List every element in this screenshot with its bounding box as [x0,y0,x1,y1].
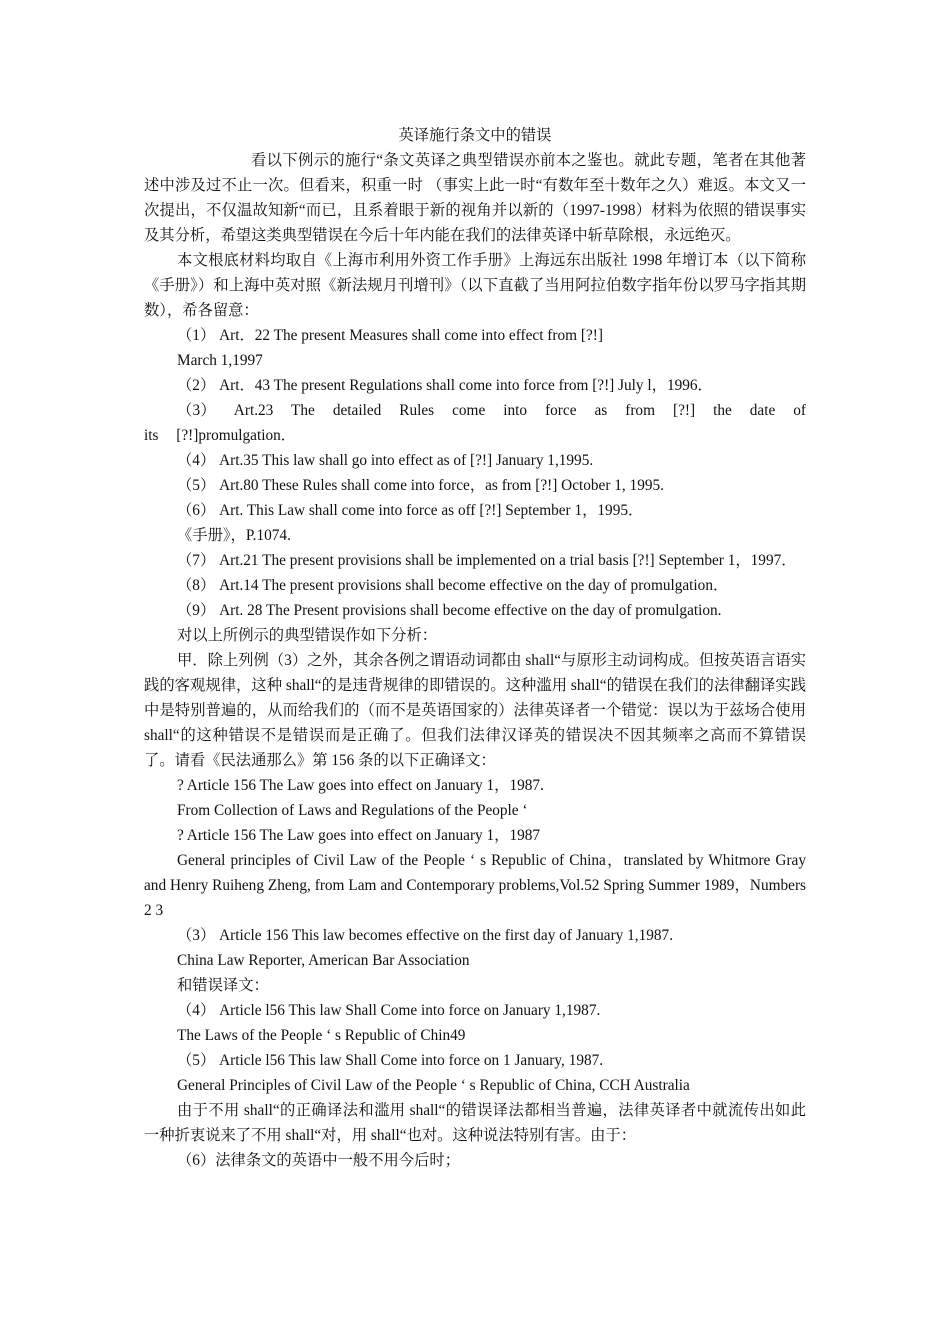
wrong-translations-heading: 和错误译文： [177,977,269,994]
example-7: （7） Art.21 The present provisions shall be implemented on a trial basis [?!] September 1，1997． [177,552,797,569]
paragraph-intro: 看以下例示的施行“条文英译之典型错误亦前本之鉴也。就此专题，笔者在其他著述中涉及过不止一次。但看来，积重一时 （事实上此一时“有数年至十数年之久）难返。本文又一次提出，不仅温故知新“而已，且系着眼于新的视角并以新的（1997-1998）材料为依照的错误事实及其分析，希望这类典型错误在今后十年内能在我们的法律英译中斩草除根，永远绝灭。 [144,152,806,244]
wrong-translation-5-source: General Principles of Civil Law of the People ‘ s Republic of China, CCH Australia [177,1077,690,1094]
analysis-heading: 对以上所例示的典型错误作如下分析： [177,627,438,644]
correct-translation-2: ? Article 156 The Law goes into effect on January 1，1987 [177,827,541,844]
correct-translation-2-source: General principles of Civil Law of the People ‘ s Republic of China，translated by Whitmore Gray and Henry Ruiheng Zheng, from Lam and Contemporary problems,Vol.52 Spring Summer 1989，Numbers 2 3 [144,852,806,919]
point-6: （6）法律条文的英语中一般不用今后时； [177,1152,460,1169]
correct-translation-3: （3） Article 156 This law becomes effective on the first day of January 1,1987. [177,927,674,944]
example-8: （8） Art.14 The present provisions shall become effective on the day of promulgation． [177,577,729,594]
example-9: （9） Art. 28 The Present provisions shall become effective on the day of promulgation. [177,602,722,619]
document-body [144,123,806,1173]
example-1-date: March 1,1997 [177,352,263,369]
correct-translation-3-source: China Law Reporter, American Bar Association [177,952,470,969]
example-6: （6） Art. This Law shall come into force as off [?!] September 1，1995． [177,502,644,519]
correct-translation-1-source: From Collection of Laws and Regulations of the People ‘ [177,802,528,819]
source-note-handbook: 《手册》，P.1074. [177,527,291,544]
wrong-translation-4-source: The Laws of the People ‘ s Republic of Chin49 [177,1027,466,1044]
example-5: （5） Art.80 These Rules shall come into force，as from [?!] October 1, 1995. [177,477,664,494]
example-2: （2） Art．43 The present Regulations shall come into force from [?!] July l，1996． [177,377,713,394]
analysis-paragraph-a: 甲．除上列例（3）之外，其余各例之谓语动词都由 shall“与原形主动词构成。但按英语言语实践的客观规律，这种 shall“的是违背规律的即错误的。这种滥用 shall“的错误在我们的法律翻译实践中是特别普遍的，从而给我们的（而不是英语国家的）法律英译者一个错觉：误以为于兹场合使用 shall“的这种错误不是错误而是正确了。但我们法律汉译英的错误决不因其频率之高而不算错误了。请看《民法通那么》第 156 条的以下正确译文： [144,652,806,769]
wrong-translation-4: （4） Article l56 This law Shall Come into force on January 1,1987. [177,1002,601,1019]
example-3: （3） Art.23 The detailed Rules come into force as from [?!] the date of its [?!]promulgation． [144,402,806,444]
example-1: （1） Art．22 The present Measures shall come into effect from [?!] [177,327,603,344]
correct-translation-1: ? Article 156 The Law goes into effect on January 1，1987. [177,777,544,794]
document-title: 英译施行条文中的错误 [398,127,552,144]
paragraph-sources: 本文根底材料均取自《上海市利用外资工作手册》上海远东出版社 1998 年增订本（以下简称《手册》）和上海中英对照《新法规月刊增刊》（以下直截了当用阿拉伯数字指年份以罗马字指其期数），希各留意： [144,252,806,319]
example-4: （4） Art.35 This law shall go into effect as of [?!] January 1,1995. [177,452,594,469]
compromise-paragraph: 由于不用 shall“的正确译法和滥用 shall“的错误译法都相当普遍，法律英译者中就流传出如此一种折衷说来了不用 shall“对，用 shall“也对。这种说法特别有害。由于： [144,1102,806,1144]
wrong-translation-5: （5） Article l56 This law Shall Come into force on 1 January, 1987. [177,1052,604,1069]
